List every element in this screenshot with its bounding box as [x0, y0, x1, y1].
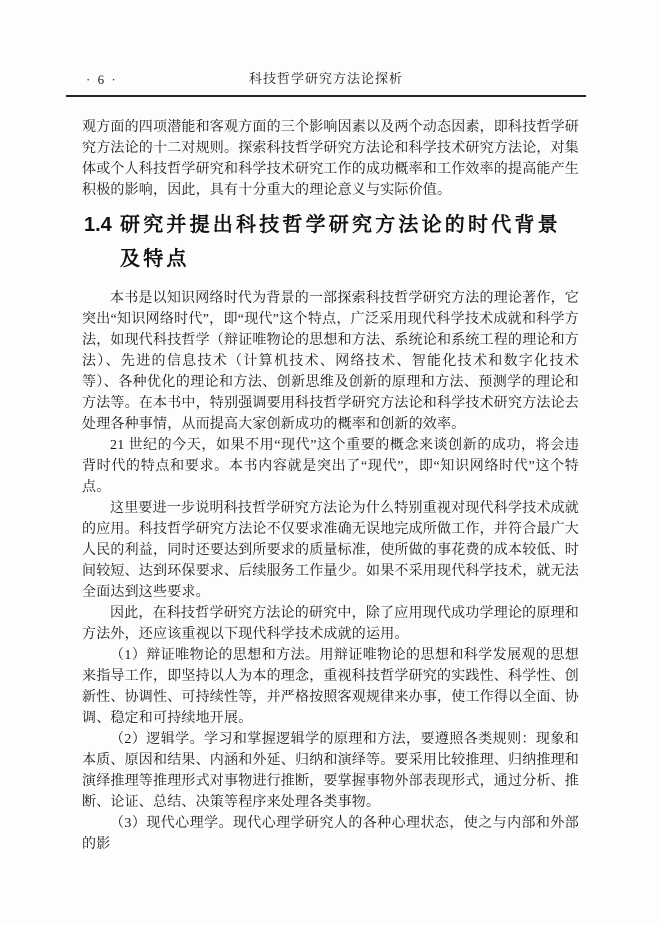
section-title: 研究并提出科技哲学研究方法论的时代背景及特点 [120, 214, 561, 270]
body-paragraph: （1）辩证唯物论的思想和方法。用辩证唯物论的思想和科学发展观的思想来指导工作，即坚持以人为本的理念，重视科技哲学研究的实践性、科学性、创新性、协调性、可持续性等，并严格按照客观规律来办事，使工作得以全面、协调、稳定和可持续地开展。 [82, 648, 579, 726]
body-paragraph: （2）逻辑学。学习和掌握逻辑学的原理和方法，要遵照各类规则：现象和本质、原因和结果、内涵和外延、归纳和演绎等。要采用比较推理、归纳推理和演绎推理等推理形式对事物进行推断，要掌握事物外部表现形式，通过分析、推断、论证、总结、决策等程序来处理各类事物。 [82, 732, 579, 810]
body-paragraph: 因此，在科技哲学研究方法论的研究中，除了应用现代成功学理论的原理和方法外，还应该重视以下现代科学技术成就的运用。 [82, 606, 579, 642]
section-heading [84, 208, 579, 276]
body-paragraph: 21 世纪的今天，如果不用“现代”这个重要的概念来谈创新的成功，将会违背时代的特点和要求。本书内容就是突出了“现代”，即“知识网络时代”这个特点。 [82, 438, 579, 495]
running-title: 科技哲学研究方法论探析 [248, 71, 403, 86]
page-header [66, 70, 586, 88]
header-rule [66, 95, 586, 97]
page-number: · 6 · [86, 72, 118, 87]
page-body [82, 117, 579, 855]
body-paragraph-lead: 观方面的四项潜能和客观方面的三个影响因素以及两个动态因素，即科技哲学研究方法论的十二对规则。探索科技哲学研究方法论和科学技术研究方法论，对集体或个人科技哲学研究和科学技术研究工作的成功概率和工作效率的提高能产生积极的影响，因此，具有十分重大的理论意义与实际价值。 [82, 120, 579, 198]
body-paragraph: 这里要进一步说明科技哲学研究方法论为什么特别重视对现代科学技术成就的应用。科技哲学研究方法论不仅要求准确无误地完成所做工作，并符合最广大人民的利益，同时还要达到所要求的质量标准，使所做的事花费的成本较低、时间较短、达到环保要求、后续服务工作量少。如果不采用现代科学技术，就无法全面达到这些要求。 [82, 501, 579, 600]
body-paragraph: 本书是以知识网络时代为背景的一部探索科技哲学研究方法的理论著作，它突出“知识网络时代”，即“现代”这个特点，广泛采用现代科学技术成就和科学方法，如现代科技哲学（辩证唯物论的思想和方法、系统论和系统工程的理论和方法）、先进的信息技术（计算机技术、网络技术、智能化技术和数字化技术等）、各种优化的理论和方法、创新思维及创新的原理和方法、预测学的理论和方法等。在本书中，特别强调要用科技哲学研究方法论和科学技术研究方法论去处理各种事情，从而提高大家创新成功的概率和创新的效率。 [82, 291, 579, 432]
section-number: 1.4 [84, 214, 112, 236]
body-paragraph: （3）现代心理学。现代心理学研究人的各种心理状态，使之与内部和外部的影 [82, 816, 579, 852]
